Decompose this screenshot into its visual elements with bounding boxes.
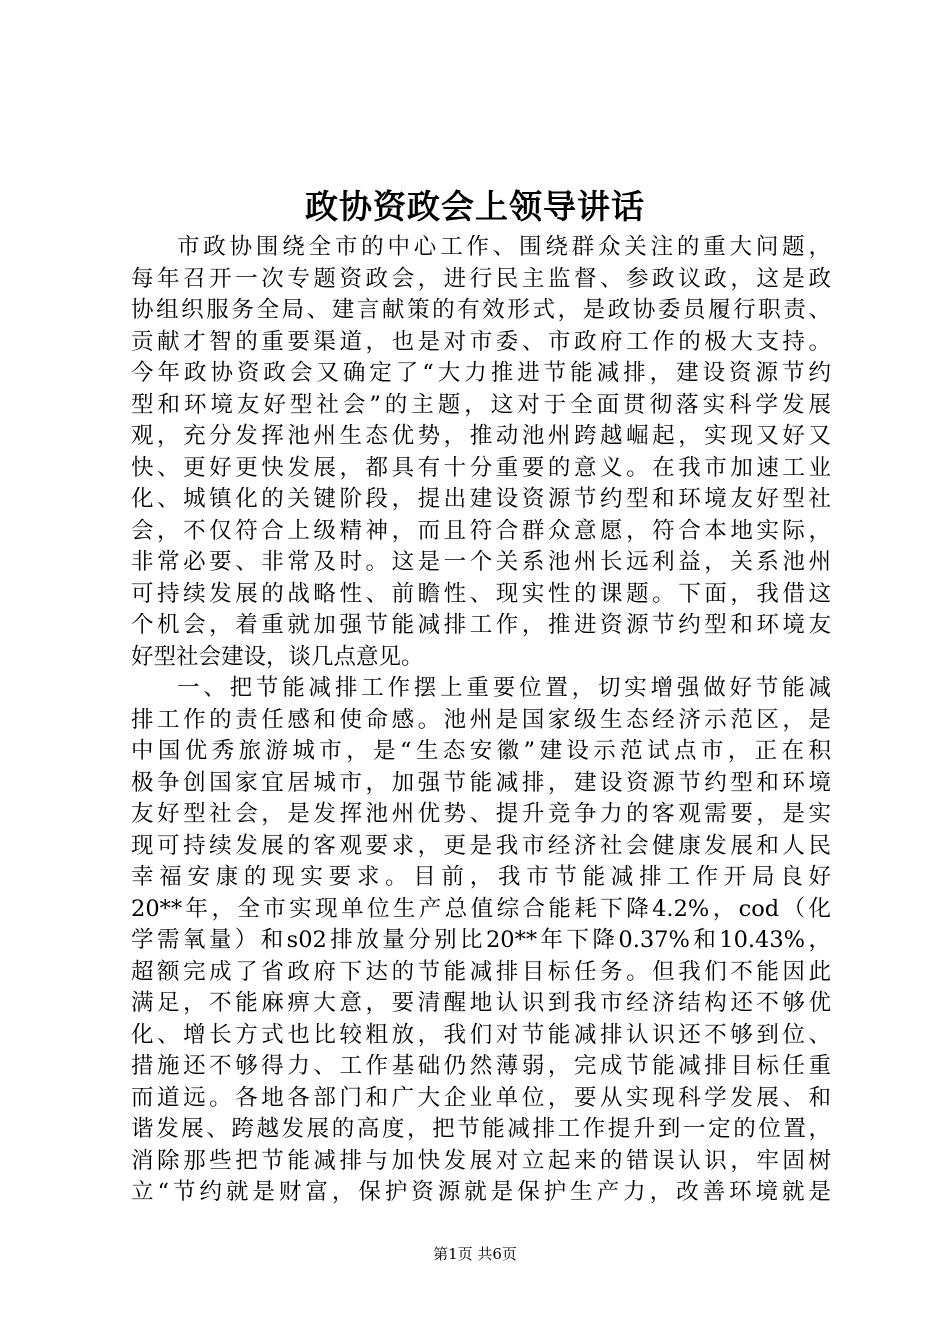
text-line: 友好型社会，是发挥池州优势、提升竞争力的客观需要，是实 [131,801,831,827]
text-line: 20**年，全市实现单位生产总值综合能耗下降4.2%，cod（化 [131,895,831,922]
text-line: 观，充分发挥池州生态优势，推动池州跨越崛起，实现又好又 [131,423,831,449]
text-line: 市政协围绕全市的中心工作、围绕群众关注的重大问题， [177,234,831,260]
text-line: 排工作的责任感和使命感。池州是国家级生态经济示范区，是 [131,706,831,733]
text-line: 学需氧量）和s02排放量分别比20**年下降0.37%和10.43%， [131,927,831,953]
text-line: 快、更好更快发展，都具有十分重要的意义。在我市加速工业 [131,454,831,481]
text-line: 型和环境友好型社会”的主题，这对于全面贯彻落实科学发展 [131,391,831,418]
text-line: 好型社会建设，谈几点意见。 [131,643,424,670]
text-line: 满足，不能麻痹大意，要清醒地认识到我市经济结构还不够优 [131,990,831,1016]
text-line: 措施还不够得力、工作基础仍然薄弱，完成节能减排目标任重 [131,1053,831,1079]
text-line: 化、增长方式也比较粗放，我们对节能减排认识还不够到位、 [131,1021,831,1048]
text-line: 一、把节能减排工作摆上重要位置，切实增强做好节能减 [177,675,831,701]
document-title: 政协资政会上领导讲话 [305,187,645,226]
text-line: 协组织服务全局、建言献策的有效形式，是政协委员履行职责、 [131,297,831,323]
text-line: 每年召开一次专题资政会，进行民主监督、参政议政，这是政 [131,265,831,292]
text-line: 会，不仅符合上级精神，而且符合群众意愿，符合本地实际， [131,517,831,544]
document-body [131,232,831,1209]
text-line: 中国优秀旅游城市，是“生态安徽”建设示范试点市，正在积 [131,738,831,764]
page-number-footer: 第1页 共6页 [433,1245,517,1263]
text-line: 超额完成了省政府下达的节能减排目标任务。但我们不能因此 [131,958,831,985]
text-line: 非常必要、非常及时。这是一个关系池州长远利益，关系池州 [131,549,831,575]
text-line: 而道远。各地各部门和广大企业单位，要从实现科学发展、和 [131,1084,831,1111]
text-line: 化、城镇化的关键阶段，提出建设资源节约型和环境友好型社 [131,486,831,512]
text-line: 立“节约就是财富，保护资源就是保护生产力，改善环境就是 [131,1179,831,1205]
text-line: 谐发展、跨越发展的高度，把节能减排工作提升到一定的位置， [131,1116,831,1142]
text-line: 极争创国家宜居城市，加强节能减排，建设资源节约型和环境 [131,769,831,796]
text-line: 消除那些把节能减排与加快发展对立起来的错误认识，牢固树 [131,1147,831,1174]
text-line: 可持续发展的战略性、前瞻性、现实性的课题。下面，我借这 [131,580,831,607]
text-line: 个机会，着重就加强节能减排工作，推进资源节约型和环境友 [131,612,831,638]
text-line: 今年政协资政会又确定了“大力推进节能减排，建设资源节约 [131,360,831,386]
text-line: 现可持续发展的客观要求，更是我市经济社会健康发展和人民 [131,832,831,859]
text-line: 幸福安康的现实要求。目前，我市节能减排工作开局良好 [131,864,831,890]
text-line: 贡献才智的重要渠道，也是对市委、市政府工作的极大支持。 [131,328,831,355]
